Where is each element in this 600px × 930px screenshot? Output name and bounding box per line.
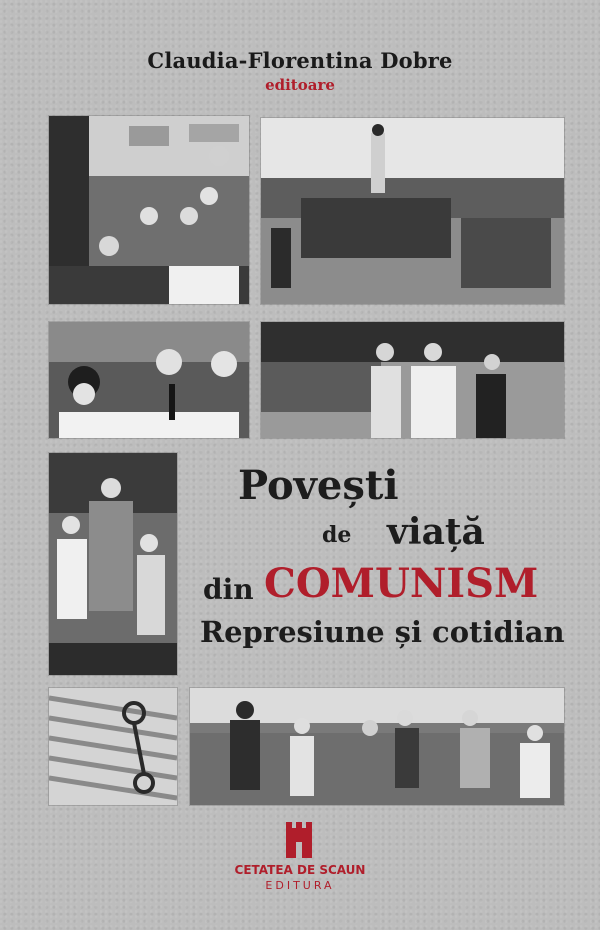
subtitle: Represiune și cotidian	[200, 615, 565, 649]
photo-celebration	[49, 322, 249, 438]
photo-classroom	[49, 116, 249, 304]
title-line-2: viață	[387, 511, 485, 553]
title-line-3-highlight: COMUNISM	[264, 560, 539, 607]
photo-field-truck	[261, 118, 564, 304]
publisher-name: CETATEA DE SCAUN	[234, 863, 366, 877]
photo-harvest	[190, 688, 564, 805]
title-line-3-prefix: din	[203, 573, 254, 606]
photo-mother-children	[49, 453, 177, 675]
photo-family-car	[261, 322, 564, 438]
castle-tower-icon	[284, 822, 314, 858]
author-role: editoare	[265, 76, 335, 94]
photo-prison-clothes	[49, 688, 177, 805]
title-line-2-prefix: de	[322, 522, 352, 548]
author-name: Claudia-Florentina Dobre	[147, 48, 453, 73]
title-line-1: Povești	[238, 462, 399, 509]
publisher-label: EDITURA	[265, 879, 335, 892]
